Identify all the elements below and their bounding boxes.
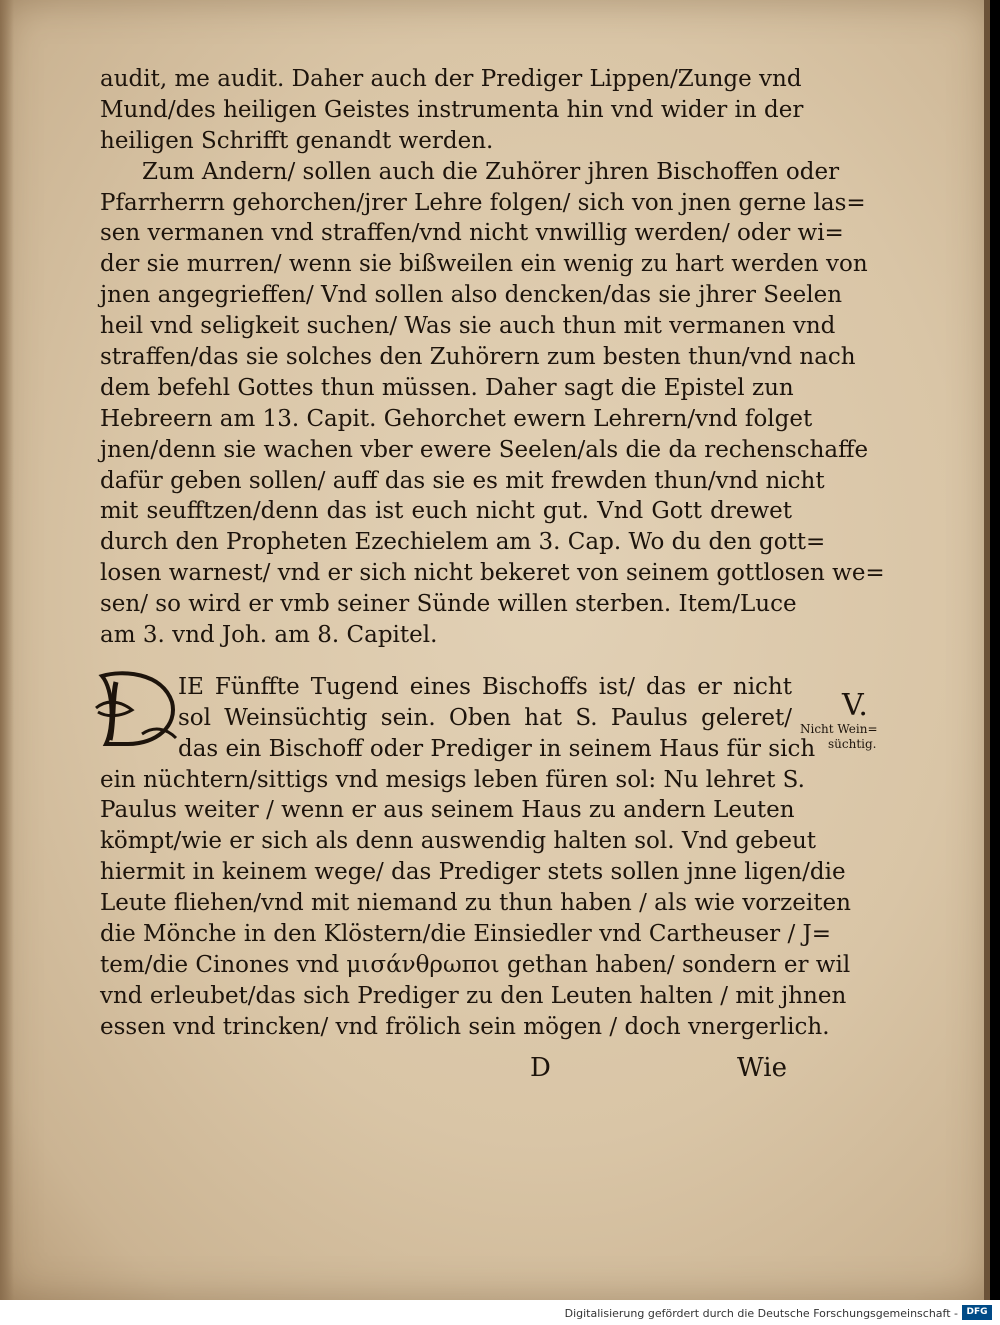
text-line: das ein Bischoff oder Prediger in seinem Haus für sich	[178, 735, 816, 762]
text-line: vnd erleubet/das sich Prediger zu den Leuten halten / mit jhnen	[100, 982, 847, 1009]
text-line: die Mönche in den Klöstern/die Einsiedler vnd Cartheuser / J=	[100, 921, 831, 948]
text-line: Zum Andern/ sollen auch die Zuhörer jhren Bischoffen oder	[142, 158, 840, 185]
text-line: IE Fünffte Tugend eines Bischoffs ist/ das er nicht	[178, 673, 792, 700]
funding-credit: Digitalisierung gefördert durch die Deutsche Forschungsgemeinschaft -	[564, 1307, 958, 1320]
page-gutter-shadow	[0, 0, 14, 1300]
text-line: sen/ so wird er vmb seiner Sünde willen sterben. Item/Luce	[100, 591, 797, 618]
text-line: Mund/des heiligen Geistes instrumenta hin vnd wider in der	[100, 96, 804, 123]
paragraph-1	[100, 64, 804, 157]
text-line: jnen/denn sie wachen vber ewere Seelen/als die da rechenschaffe	[100, 436, 869, 463]
text-line: der sie murren/ wenn sie bißweilen ein wenig zu hart werden von	[100, 251, 868, 278]
page-right-edge	[984, 0, 990, 1300]
text-line: mit seufftzen/denn das ist euch nicht gut. Vnd Gott drewet	[100, 498, 792, 525]
text-line: essen vnd trincken/ vnd frölich sein mögen / doch vnergerlich.	[100, 1013, 830, 1040]
text-line: sen vermanen vnd straffen/vnd nicht vnwillig werden/ oder wi=	[100, 220, 844, 247]
text-line: Leute fliehen/vnd mit niemand zu thun haben / als wie vorzeiten	[100, 890, 851, 917]
text-line: am 3. vnd Joh. am 8. Capitel.	[100, 622, 438, 649]
text-line: heil vnd seligkeit suchen/ Was sie auch thun mit vermanen vnd	[100, 313, 836, 340]
paragraph-2	[100, 157, 885, 651]
text-line: audit, me audit. Daher auch der Prediger Lippen/Zunge vnd	[100, 66, 802, 92]
text-line: Hebreern am 13. Capit. Gehorchet ewern Lehrern/vnd folget	[100, 405, 813, 432]
signature-mark: D	[530, 1053, 551, 1083]
decorated-initial-d	[92, 668, 180, 748]
text-line: sol Weinsüchtig sein. Oben hat S. Paulus geleret/	[178, 704, 792, 731]
text-line: dafür geben sollen/ auff das sie es mit frewden thun/vnd nicht	[100, 467, 825, 494]
margin-note-line: Nicht Wein=	[800, 722, 878, 736]
text-line: ein nüchtern/sittigs vnd mesigs leben füren sol: Nu lehret S.	[100, 766, 805, 793]
margin-numeral: V.	[842, 688, 868, 723]
text-line: kömpt/wie er sich als denn auswendig halten sol. Vnd gebeut	[100, 828, 817, 855]
text-line: tem/die Cinones vnd μισάνθρωποι gethan haben/ sondern er wil	[100, 951, 851, 978]
dfg-logo: DFG	[962, 1305, 992, 1320]
text-line: Pfarrherrn gehorchen/jrer Lehre folgen/ sich von jnen gerne las=	[100, 189, 866, 216]
text-line: jnen angegrieffen/ Vnd sollen also dencken/das sie jhrer Seelen	[100, 282, 843, 309]
text-line: dem befehl Gottes thun müssen. Daher sagt die Epistel zun	[100, 374, 794, 401]
text-line: heiligen Schrifft genandt werden.	[100, 127, 494, 154]
text-line: durch den Propheten Ezechielem am 3. Cap. Wo du den gott=	[100, 529, 826, 556]
catchword: Wie	[737, 1053, 787, 1083]
text-line: Paulus weiter / wenn er aus seinem Haus zu andern Leuten	[100, 797, 795, 824]
text-line: hiermit in keinem wege/ das Prediger stets sollen jnne ligen/die	[100, 859, 846, 886]
margin-note-line: süchtig.	[828, 737, 877, 751]
text-line: losen warnest/ vnd er sich nicht bekeret von seinem gottlosen we=	[100, 560, 885, 587]
text-line: straffen/das sie solches den Zuhörern zum besten thun/vnd nach	[100, 344, 856, 371]
marginal-note	[800, 690, 910, 752]
